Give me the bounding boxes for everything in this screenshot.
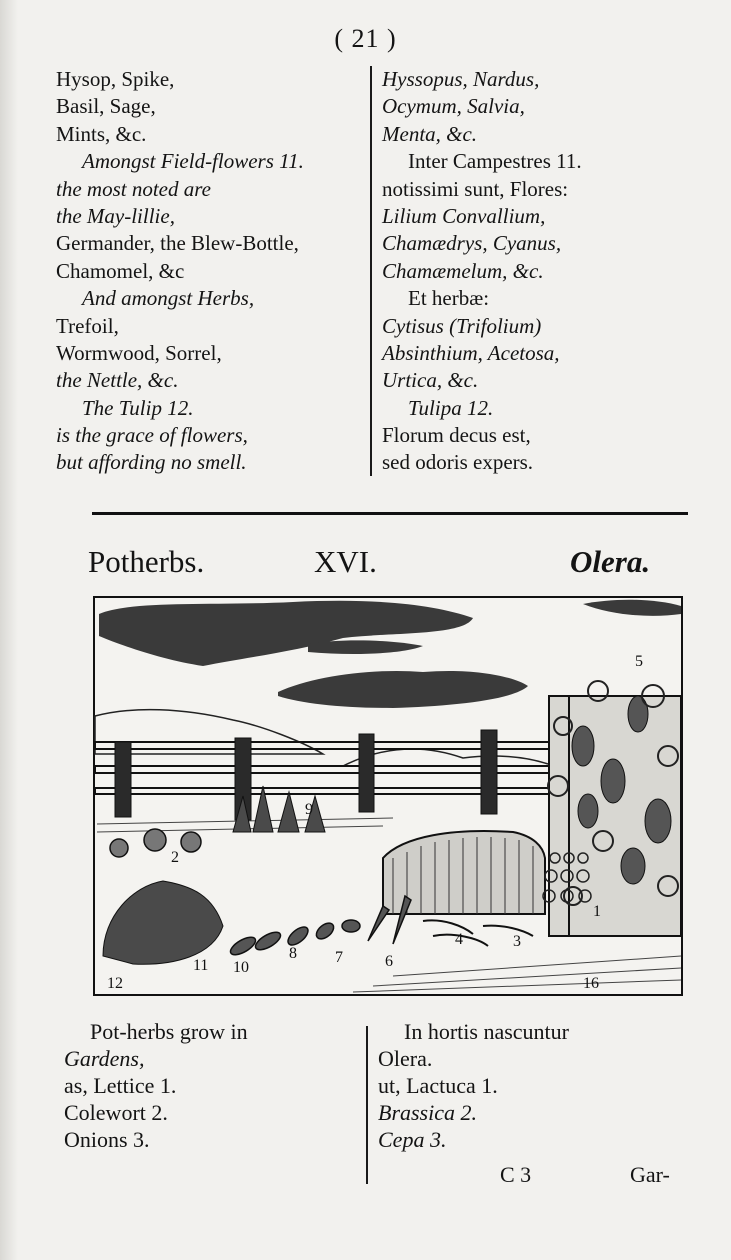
text-line: Mints, &c.	[56, 121, 147, 146]
text-line: Onions 3.	[64, 1127, 150, 1152]
text-line: is the grace of flowers,	[56, 423, 248, 448]
label-5: 5	[635, 653, 643, 670]
text-line: Florum decus est,	[382, 423, 531, 448]
text-line: as, Lettice 1.	[64, 1073, 177, 1098]
label-12: 12	[107, 975, 123, 992]
text-line: Colewort 2.	[64, 1100, 168, 1125]
text-line: Absinthium, Acetosa,	[382, 340, 560, 365]
gourd-trellis	[548, 681, 681, 936]
label-9: 9	[305, 801, 313, 818]
text-line: the May-lillie,	[56, 203, 175, 228]
text-line: In hortis nascuntur	[404, 1019, 569, 1044]
text-line: Hyssopus, Nardus,	[382, 67, 540, 91]
label-6: 6	[385, 953, 393, 970]
page-gutter-shadow	[0, 0, 18, 1260]
column-divider-top	[370, 66, 372, 476]
text-line: Lilium Convallium,	[382, 203, 546, 228]
garden-woodcut-illustration	[93, 596, 683, 996]
label-16: 16	[583, 975, 599, 992]
text-line: And amongst Herbs,	[82, 286, 255, 311]
text-line: Menta, &c.	[382, 121, 478, 146]
text-line: ut, Lactuca 1.	[378, 1073, 498, 1098]
text-line: Germander, the Blew-Bottle,	[56, 231, 299, 256]
text-line: Olera.	[378, 1046, 433, 1071]
text-line: but affording no smell.	[56, 450, 247, 475]
page-number: ( 21 )	[334, 24, 397, 53]
text-line: Cepa 3.	[378, 1127, 447, 1152]
text-line: Brassica 2.	[378, 1100, 477, 1125]
text-line: Tulipa 12.	[408, 395, 494, 420]
label-1: 1	[593, 903, 601, 920]
text-line: Chamædrys, Cyanus,	[382, 231, 562, 256]
text-line: the most noted are	[56, 176, 211, 201]
section-numeral: XVI.	[314, 544, 377, 579]
english-column-top	[56, 66, 356, 477]
text-line: Et herbæ:	[408, 286, 490, 311]
latin-column-top	[382, 66, 722, 477]
text-line: Inter Campestres 11.	[408, 149, 582, 174]
label-7: 7	[335, 949, 343, 966]
text-line: The Tulip 12.	[82, 395, 194, 420]
text-line: the Nettle, &c.	[56, 368, 179, 393]
text-line: Chamæmelum, &c.	[382, 258, 544, 283]
latin-column-bottom	[378, 1018, 678, 1153]
text-line: Cytisus (Trifolium)	[382, 313, 542, 338]
text-line: Pot-herbs grow in	[90, 1019, 248, 1044]
section-title-english: Potherbs.	[88, 544, 205, 579]
text-line: Urtica, &c.	[382, 368, 479, 393]
label-3: 3	[513, 933, 521, 950]
text-line: Hysop, Spike,	[56, 67, 175, 91]
text-line: Ocymum, Salvia,	[382, 94, 525, 119]
text-line: Chamomel, &c	[56, 258, 185, 283]
english-column-bottom	[64, 1018, 354, 1153]
signature-mark: C 3	[500, 1162, 532, 1187]
column-divider-bottom	[366, 1026, 368, 1184]
section-title-latin: Olera.	[570, 544, 651, 579]
text-line: notissimi sunt, Flores:	[382, 176, 569, 201]
text-line: Trefoil,	[56, 313, 119, 338]
label-10: 10	[233, 959, 249, 976]
text-line: sed odoris expers.	[382, 450, 534, 475]
text-line: Basil, Sage,	[56, 94, 156, 119]
text-line: Wormwood, Sorrel,	[56, 340, 222, 365]
label-4: 4	[455, 931, 463, 948]
label-2: 2	[171, 849, 179, 866]
text-line: Gardens,	[64, 1046, 145, 1071]
section-rule	[92, 512, 688, 515]
label-8: 8	[289, 945, 297, 962]
label-11: 11	[193, 957, 209, 974]
catchword: Gar-	[630, 1162, 670, 1187]
text-line: Amongst Field-flowers 11.	[82, 149, 304, 174]
